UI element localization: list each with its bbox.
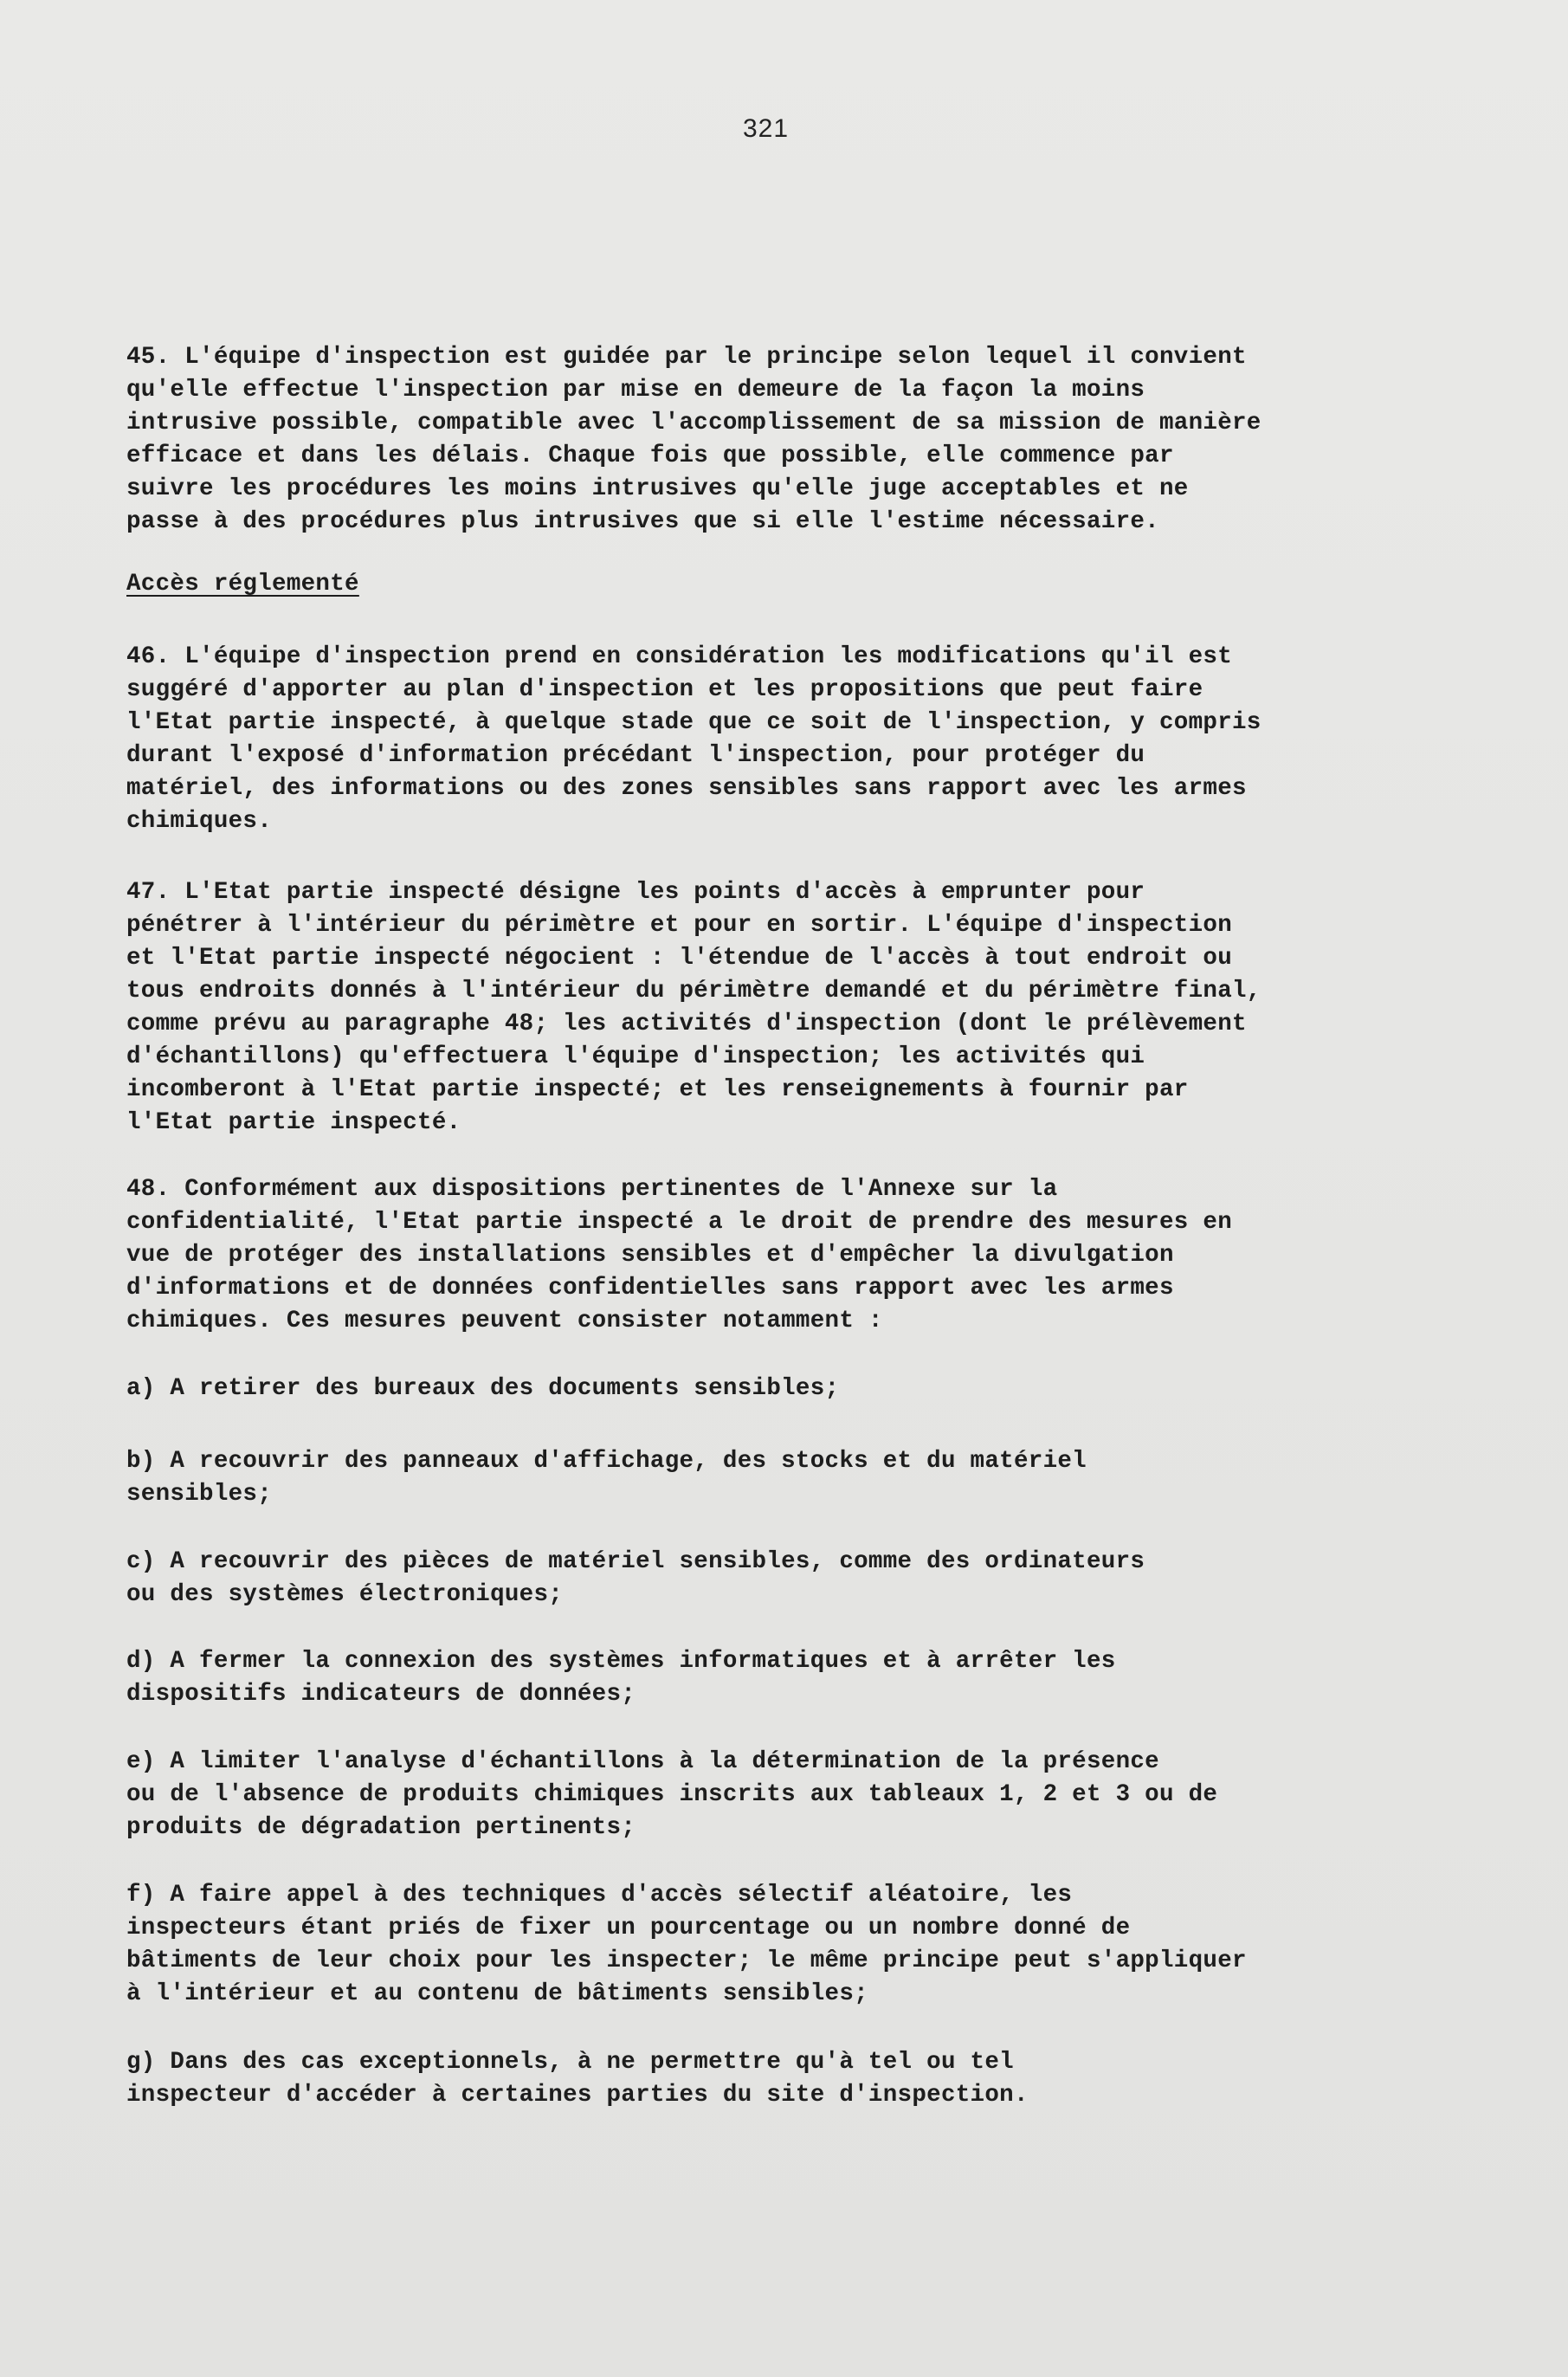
list-item-b: b) A recouvrir des panneaux d'affichage, des stocks et du matériel sensibles;	[126, 1448, 1087, 1508]
section-heading: Accès réglementé	[126, 571, 359, 597]
list-item-a: a) A retirer des bureaux des documents sensibles;	[126, 1375, 840, 1402]
paragraph-46: 46. L'équipe d'inspection prend en considération les modifications qu'il est suggéré d'apporter au plan d'inspection et les propositions que peut faire l'Etat partie inspecté, à quelque stade que ce soit de l'inspection, y compris durant l'exposé d'information précédant l'inspection, pour protéger du matériel, des informations ou des zones sensibles sans rapport avec les armes chimiques.	[126, 643, 1261, 835]
page-number: 321	[743, 114, 790, 143]
paragraph-47: 47. L'Etat partie inspecté désigne les points d'accès à emprunter pour pénétrer à l'intérieur du périmètre et pour en sortir. L'équipe d'inspection et l'Etat partie inspecté négocient : l'étendue de l'accès à tout endroit ou tous endroits donnés à l'intérieur du périmètre demandé et du périmètre final, comme prévu au paragraphe 48; les activités d'inspection (dont le prélèvement d'échantillons) qu'effectuera l'équipe d'inspection; les activités qui incomberont à l'Etat partie inspecté; et les renseignements à fournir par l'Etat partie inspecté.	[126, 879, 1261, 1136]
paragraph-48: 48. Conformément aux dispositions pertinentes de l'Annexe sur la confidentialité, l'Etat partie inspecté a le droit de prendre des mesures en vue de protéger des installations sensibles et d'empêcher la divulgation d'informations et de données confidentielles sans rapport avec les armes chimiques. Ces mesures peuvent consister notamment :	[126, 1176, 1233, 1334]
list-item-e: e) A limiter l'analyse d'échantillons à la détermination de la présence ou de l'absence de produits chimiques inscrits aux tableaux 1, 2 et 3 ou de produits de dégradation pertinents;	[126, 1748, 1218, 1841]
paragraph-45: 45. L'équipe d'inspection est guidée par le principe selon lequel il convient qu'elle effectue l'inspection par mise en demeure de la façon la moins intrusive possible, compatible avec l'accomplissement de sa mission de manière efficace et dans les délais. Chaque fois que possible, elle commence par suivre les procédures les moins intrusives qu'elle juge acceptables et ne passe à des procédures plus intrusives que si elle l'estime nécessaire.	[126, 344, 1261, 535]
list-item-f: f) A faire appel à des techniques d'accès sélectif aléatoire, les inspecteurs étant priés de fixer un pourcentage ou un nombre donné de bâtiments de leur choix pour les inspecter; le même principe peut s'appliquer à l'intérieur et au contenu de bâtiments sensibles;	[126, 1882, 1247, 2007]
list-item-c: c) A recouvrir des pièces de matériel sensibles, comme des ordinateurs ou des systèmes électroniques;	[126, 1548, 1145, 1608]
list-item-g: g) Dans des cas exceptionnels, à ne permettre qu'à tel ou tel inspecteur d'accéder à certaines parties du site d'inspection.	[126, 2049, 1029, 2109]
list-item-d: d) A fermer la connexion des systèmes informatiques et à arrêter les dispositifs indicateurs de données;	[126, 1648, 1116, 1708]
